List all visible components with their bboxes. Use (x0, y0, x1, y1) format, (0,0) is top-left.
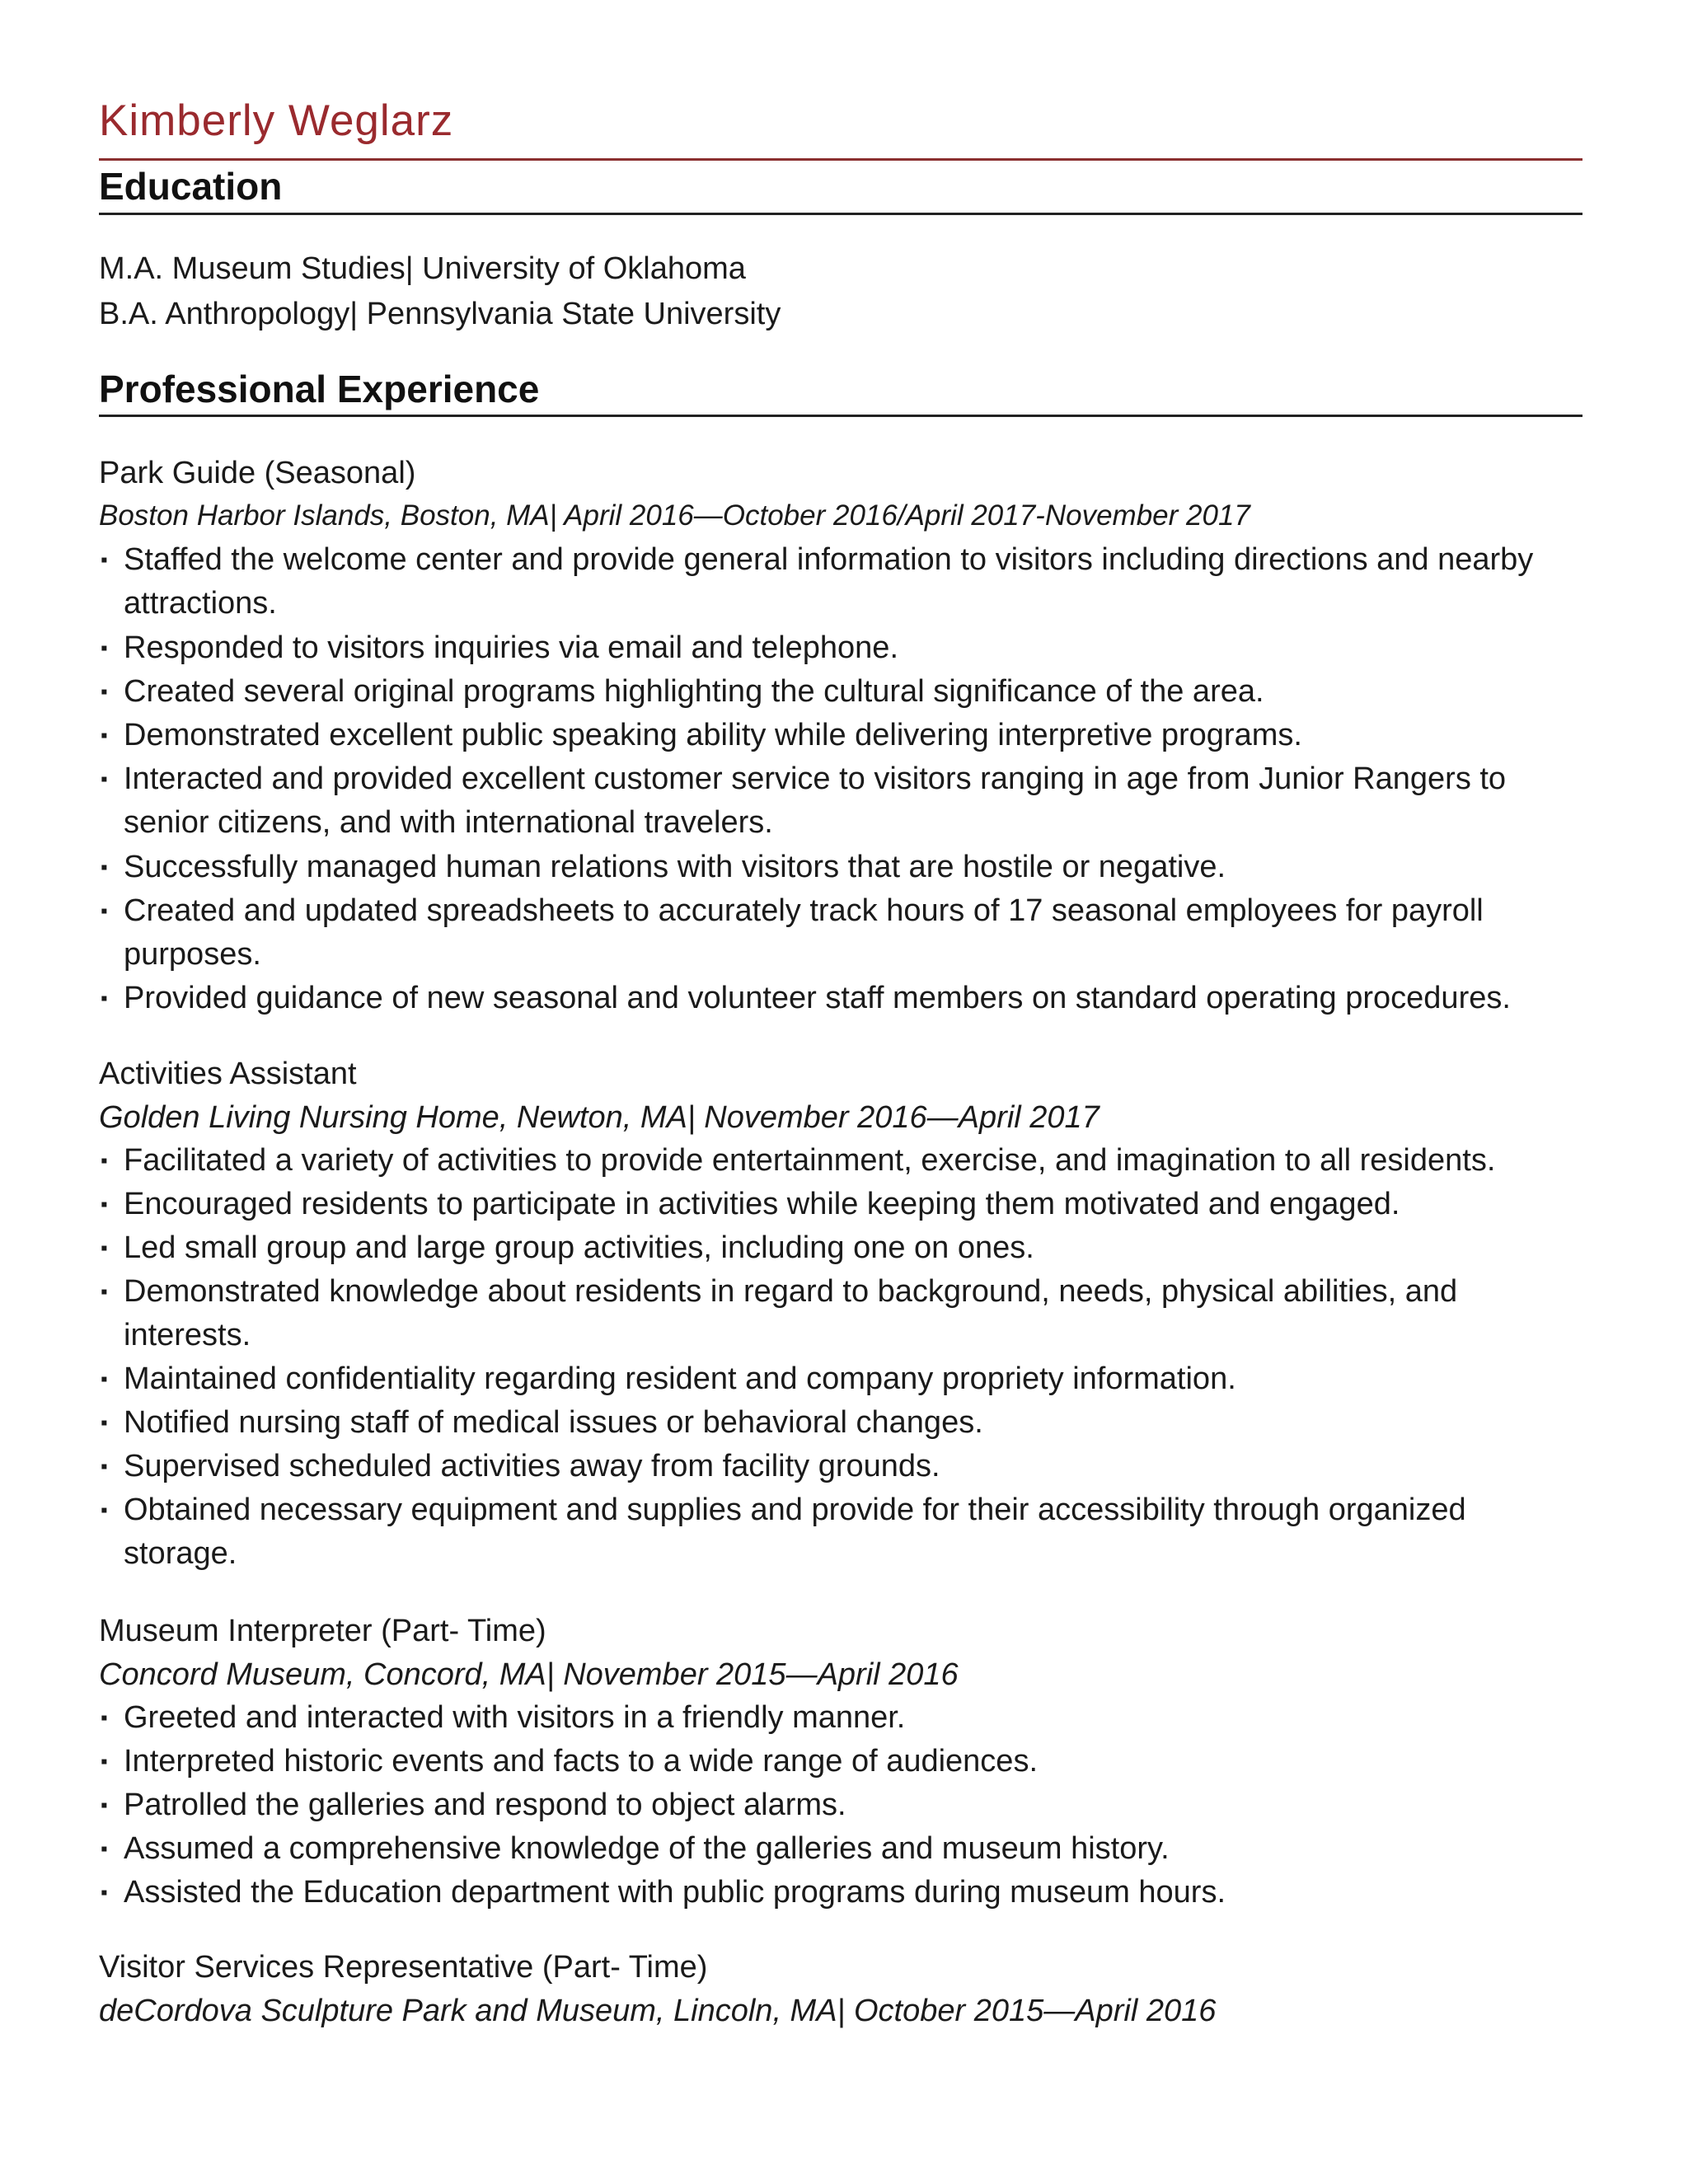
job-title: Museum Interpreter (Part- Time) (99, 1614, 546, 1648)
degree-ma: M.A. Museum Studies| University of Oklahoma (99, 251, 746, 286)
list-item: ▪ Maintained confidentiality regarding resident and company propriety information. (101, 1357, 1584, 1401)
bullet-icon: ▪ (101, 1794, 108, 1816)
degree-ba: B.A. Anthropology| Pennsylvania State University (99, 297, 781, 331)
bullet-icon: ▪ (101, 1150, 108, 1172)
list-item: ▪ Encouraged residents to participate in activities while keeping them motivated and engaged. (101, 1183, 1584, 1226)
list-item: ▪ Responded to visitors inquiries via email and telephone. (101, 626, 1584, 670)
bullet-icon: ▪ (101, 1499, 108, 1521)
education-heading: Education (99, 165, 283, 208)
bullet-icon: ▪ (101, 549, 108, 571)
name-underline (99, 158, 1582, 161)
list-item: ▪ Supervised scheduled activities away from facility grounds. (101, 1445, 1584, 1488)
list-item: ▪ Facilitated a variety of activities to provide entertainment, exercise, and imagination to all residents. (101, 1139, 1584, 1183)
list-item: ▪ Interacted and provided excellent customer service to visitors ranging in age from Junior Rangers to senior citizens, and with international travelers. (101, 757, 1584, 845)
bullet-icon: ▪ (101, 1412, 108, 1434)
list-item: ▪ Assisted the Education department with public programs during museum hours. (101, 1871, 1584, 1915)
bullet-icon: ▪ (101, 1838, 108, 1860)
bullet-icon: ▪ (101, 856, 108, 879)
candidate-name: Kimberly Weglarz (99, 96, 454, 145)
bullet-icon: ▪ (101, 987, 108, 1010)
job-employer: deCordova Sculpture Park and Museum, Lincoln, MA| October 2015—April 2016 (99, 1994, 1217, 2028)
education-rule (99, 213, 1582, 215)
job-employer: Boston Harbor Islands, Boston, MA| April 2016—October 2016/April 2017-November 2017 (99, 499, 1250, 532)
list-item: ▪ Obtained necessary equipment and supplies and provide for their accessibility through organized storage. (101, 1488, 1584, 1576)
experience-heading: Professional Experience (99, 368, 540, 410)
bullet-icon: ▪ (101, 681, 108, 703)
bullet-icon: ▪ (101, 1368, 108, 1390)
experience-rule (99, 415, 1582, 417)
bullet-icon: ▪ (101, 637, 108, 659)
bullet-icon: ▪ (101, 1707, 108, 1729)
bullet-icon: ▪ (101, 1193, 108, 1216)
list-item: ▪ Created and updated spreadsheets to accurately track hours of 17 seasonal employees for payroll purposes. (101, 889, 1584, 977)
bullet-icon: ▪ (101, 1281, 108, 1303)
list-item: ▪ Greeted and interacted with visitors in a friendly manner. (101, 1696, 1584, 1740)
list-item: ▪ Staffed the welcome center and provide general information to visitors including directions and nearby attractions. (101, 538, 1584, 626)
bullet-icon: ▪ (101, 1750, 108, 1773)
bullet-icon: ▪ (101, 724, 108, 747)
list-item: ▪ Assumed a comprehensive knowledge of the galleries and museum history. (101, 1827, 1584, 1871)
job-employer: Golden Living Nursing Home, Newton, MA| November 2016—April 2017 (99, 1100, 1100, 1135)
bullet-icon: ▪ (101, 768, 108, 790)
list-item: ▪ Provided guidance of new seasonal and volunteer staff members on standard operating procedures. (101, 977, 1584, 1020)
bullet-icon: ▪ (101, 1455, 108, 1478)
job-title: Park Guide (Seasonal) (99, 456, 416, 490)
list-item: ▪ Patrolled the galleries and respond to object alarms. (101, 1783, 1584, 1827)
list-item: ▪ Led small group and large group activities, including one on ones. (101, 1226, 1584, 1270)
list-item: ▪ Successfully managed human relations with visitors that are hostile or negative. (101, 846, 1584, 889)
job-employer: Concord Museum, Concord, MA| November 2015—April 2016 (99, 1657, 959, 1692)
bullet-icon: ▪ (101, 900, 108, 922)
list-item: ▪ Demonstrated excellent public speaking ability while delivering interpretive programs. (101, 714, 1584, 757)
bullet-icon: ▪ (101, 1237, 108, 1259)
list-item: ▪ Demonstrated knowledge about residents in regard to background, needs, physical abilities, and interests. (101, 1270, 1584, 1357)
list-item: ▪ Interpreted historic events and facts to a wide range of audiences. (101, 1740, 1584, 1783)
job-title: Visitor Services Representative (Part- Time) (99, 1950, 708, 1985)
job-title: Activities Assistant (99, 1057, 357, 1091)
list-item: ▪ Notified nursing staff of medical issues or behavioral changes. (101, 1401, 1584, 1445)
bullet-icon: ▪ (101, 1882, 108, 1904)
list-item: ▪ Created several original programs highlighting the cultural significance of the area. (101, 670, 1584, 714)
